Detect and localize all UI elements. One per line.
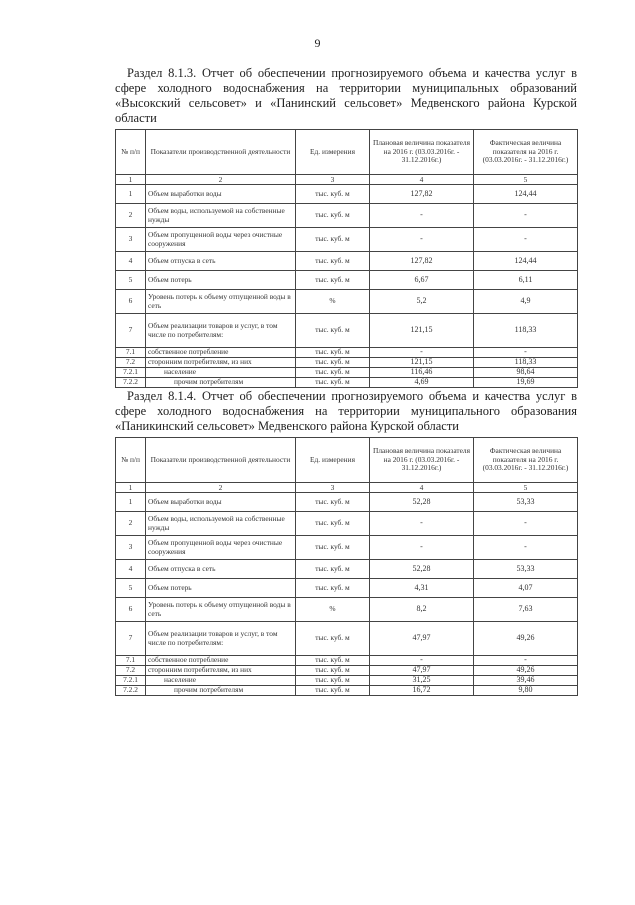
row-fact-value: -: [474, 204, 578, 228]
header-unit: Ед. измерения: [296, 130, 370, 175]
row-indicator: Объем реализации товаров и услуг, в том числе по потребителям:: [146, 314, 296, 348]
row-number: 7: [116, 622, 146, 656]
page-number: 9: [314, 36, 321, 50]
row-fact-value: 6,11: [474, 271, 578, 290]
header-name: Показатели производственной деятельности: [146, 438, 296, 483]
row-unit: тыс. куб. м: [296, 579, 370, 598]
table-row: [116, 512, 578, 536]
row-plan-value: 47,97: [370, 666, 474, 676]
report-table-8-1-4: [115, 437, 578, 696]
row-indicator: Объем реализации товаров и услуг, в том числе по потребителям:: [146, 622, 296, 656]
row-plan-value: 4,31: [370, 579, 474, 598]
table-header-row: [116, 130, 578, 175]
row-fact-value: 9,80: [474, 686, 578, 696]
row-fact-value: -: [474, 348, 578, 358]
row-number: 5: [116, 271, 146, 290]
row-fact-value: -: [474, 656, 578, 666]
row-unit: тыс. куб. м: [296, 512, 370, 536]
row-indicator: Объем потерь: [146, 579, 296, 598]
row-number: 5: [116, 579, 146, 598]
row-plan-value: -: [370, 656, 474, 666]
row-plan-value: 116,46: [370, 368, 474, 378]
col-number: 4: [370, 175, 474, 185]
row-unit: тыс. куб. м: [296, 368, 370, 378]
row-unit: тыс. куб. м: [296, 204, 370, 228]
row-plan-value: 4,69: [370, 378, 474, 388]
table-header-row: [116, 438, 578, 483]
header-num: № п/п: [116, 130, 146, 175]
header-fact: Фактическая величина показателя на 2016 г. (03.03.2016г. - 31.12.2016г.): [474, 438, 578, 483]
table-row: [116, 185, 578, 204]
row-indicator: сторонним потребителям, из них: [146, 358, 296, 368]
row-fact-value: 49,26: [474, 622, 578, 656]
row-plan-value: 6,67: [370, 271, 474, 290]
row-number: 3: [116, 536, 146, 560]
row-number: 2: [116, 512, 146, 536]
table-row: [116, 622, 578, 656]
row-plan-value: 8,2: [370, 598, 474, 622]
col-number: 2: [146, 483, 296, 493]
row-fact-value: 39,46: [474, 676, 578, 686]
table-row: [116, 378, 578, 388]
row-plan-value: 52,28: [370, 560, 474, 579]
row-number: 7.2.2: [116, 686, 146, 696]
column-number-row: [116, 483, 578, 493]
header-num: № п/п: [116, 438, 146, 483]
row-plan-value: 121,15: [370, 358, 474, 368]
table-row: [116, 560, 578, 579]
row-fact-value: -: [474, 536, 578, 560]
row-indicator: Объем потерь: [146, 271, 296, 290]
report-table-8-1-3: [115, 129, 578, 388]
row-fact-value: 53,33: [474, 560, 578, 579]
row-number: 7: [116, 314, 146, 348]
row-number: 1: [116, 493, 146, 512]
row-indicator: Объем отпуска в сеть: [146, 252, 296, 271]
row-number: 1: [116, 185, 146, 204]
row-fact-value: 124,44: [474, 252, 578, 271]
row-plan-value: -: [370, 512, 474, 536]
row-number: 7.1: [116, 656, 146, 666]
row-number: 6: [116, 290, 146, 314]
row-indicator: Объем пропущенной воды через очистные сооружения: [146, 536, 296, 560]
row-number: 7.2: [116, 358, 146, 368]
row-plan-value: 121,15: [370, 314, 474, 348]
row-indicator: Объем отпуска в сеть: [146, 560, 296, 579]
col-number: 3: [296, 175, 370, 185]
row-unit: тыс. куб. м: [296, 271, 370, 290]
section-title: Раздел 8.1.3. Отчет об обеспечении прогнозируемого объема и качества услуг в сфере холодного водоснабжения на территории муниципальных образований «Высокский сельсовет» и «Панинский сельсовет» Медвенского района Курской области: [115, 66, 577, 125]
row-fact-value: -: [474, 512, 578, 536]
row-fact-value: 19,69: [474, 378, 578, 388]
row-unit: тыс. куб. м: [296, 676, 370, 686]
section-title: Раздел 8.1.4. Отчет об обеспечении прогнозируемого объема и качества услуг в сфере холодного водоснабжения на территории муниципального образования «Паникинский сельсовет» Медвенского района Курской области: [115, 389, 577, 433]
col-number: 4: [370, 483, 474, 493]
row-plan-value: 16,72: [370, 686, 474, 696]
row-plan-value: -: [370, 228, 474, 252]
row-unit: тыс. куб. м: [296, 228, 370, 252]
header-name: Показатели производственной деятельности: [146, 130, 296, 175]
section-8-1-4: [115, 389, 577, 696]
row-fact-value: 124,44: [474, 185, 578, 204]
header-plan: Плановая величина показателя на 2016 г. (03.03.2016г. - 31.12.2016г.): [370, 438, 474, 483]
row-fact-value: 49,26: [474, 666, 578, 676]
row-unit: тыс. куб. м: [296, 252, 370, 271]
table-row: [116, 204, 578, 228]
row-number: 4: [116, 560, 146, 579]
table-row: [116, 579, 578, 598]
row-indicator: прочим потребителям: [146, 378, 296, 388]
row-unit: тыс. куб. м: [296, 314, 370, 348]
row-unit: тыс. куб. м: [296, 348, 370, 358]
row-indicator: прочим потребителям: [146, 686, 296, 696]
row-fact-value: 4,07: [474, 579, 578, 598]
table-row: [116, 252, 578, 271]
row-number: 7.1: [116, 348, 146, 358]
col-number: 2: [146, 175, 296, 185]
row-number: 2: [116, 204, 146, 228]
row-number: 7.2.2: [116, 378, 146, 388]
row-unit: тыс. куб. м: [296, 493, 370, 512]
row-number: 6: [116, 598, 146, 622]
row-plan-value: -: [370, 536, 474, 560]
row-indicator: собственное потребление: [146, 348, 296, 358]
row-fact-value: 7,63: [474, 598, 578, 622]
row-plan-value: 47,97: [370, 622, 474, 656]
table-row: [116, 290, 578, 314]
row-fact-value: -: [474, 228, 578, 252]
row-number: 3: [116, 228, 146, 252]
row-unit: %: [296, 598, 370, 622]
table-row: [116, 666, 578, 676]
row-number: 7.2: [116, 666, 146, 676]
header-unit: Ед. измерения: [296, 438, 370, 483]
table-row: [116, 358, 578, 368]
row-plan-value: 52,28: [370, 493, 474, 512]
row-unit: тыс. куб. м: [296, 656, 370, 666]
table-row: [116, 368, 578, 378]
col-number: 5: [474, 175, 578, 185]
row-number: 4: [116, 252, 146, 271]
row-unit: тыс. куб. м: [296, 378, 370, 388]
table-body: [116, 185, 578, 388]
row-indicator: Объем пропущенной воды через очистные сооружения: [146, 228, 296, 252]
row-unit: тыс. куб. м: [296, 666, 370, 676]
row-plan-value: -: [370, 348, 474, 358]
header-fact: Фактическая величина показателя на 2016 г. (03.03.2016г. - 31.12.2016г.): [474, 130, 578, 175]
row-indicator: собственное потребление: [146, 656, 296, 666]
row-indicator: сторонним потребителям, из них: [146, 666, 296, 676]
col-number: 1: [116, 175, 146, 185]
table-row: [116, 598, 578, 622]
row-unit: тыс. куб. м: [296, 358, 370, 368]
table-body: [116, 493, 578, 696]
table-row: [116, 228, 578, 252]
row-fact-value: 98,64: [474, 368, 578, 378]
header-plan: Плановая величина показателя на 2016 г. (03.03.2016г. - 31.12.2016г.): [370, 130, 474, 175]
column-number-row: [116, 175, 578, 185]
table-row: [116, 314, 578, 348]
table-row: [116, 686, 578, 696]
row-unit: тыс. куб. м: [296, 560, 370, 579]
row-unit: тыс. куб. м: [296, 686, 370, 696]
row-unit: тыс. куб. м: [296, 536, 370, 560]
row-plan-value: -: [370, 204, 474, 228]
row-plan-value: 127,82: [370, 252, 474, 271]
row-plan-value: 5,2: [370, 290, 474, 314]
row-fact-value: 118,33: [474, 314, 578, 348]
table-row: [116, 676, 578, 686]
table-row: [116, 536, 578, 560]
table-row: [116, 493, 578, 512]
row-indicator: Объем воды, используемой на собственные нужды: [146, 204, 296, 228]
col-number: 5: [474, 483, 578, 493]
row-unit: тыс. куб. м: [296, 185, 370, 204]
row-indicator: Уровень потерь к объему отпущенной воды в сеть: [146, 598, 296, 622]
row-indicator: Объем выработки воды: [146, 493, 296, 512]
row-plan-value: 31,25: [370, 676, 474, 686]
row-unit: тыс. куб. м: [296, 622, 370, 656]
table-row: [116, 271, 578, 290]
row-plan-value: 127,82: [370, 185, 474, 204]
row-indicator: Объем выработки воды: [146, 185, 296, 204]
row-indicator: население: [146, 676, 296, 686]
row-indicator: Уровень потерь к объему отпущенной воды в сеть: [146, 290, 296, 314]
row-fact-value: 118,33: [474, 358, 578, 368]
section-8-1-3: [115, 66, 577, 388]
row-unit: %: [296, 290, 370, 314]
row-indicator: население: [146, 368, 296, 378]
col-number: 1: [116, 483, 146, 493]
row-number: 7.2.1: [116, 676, 146, 686]
col-number: 3: [296, 483, 370, 493]
table-row: [116, 656, 578, 666]
table-row: [116, 348, 578, 358]
row-number: 7.2.1: [116, 368, 146, 378]
row-indicator: Объем воды, используемой на собственные нужды: [146, 512, 296, 536]
row-fact-value: 53,33: [474, 493, 578, 512]
row-fact-value: 4,9: [474, 290, 578, 314]
